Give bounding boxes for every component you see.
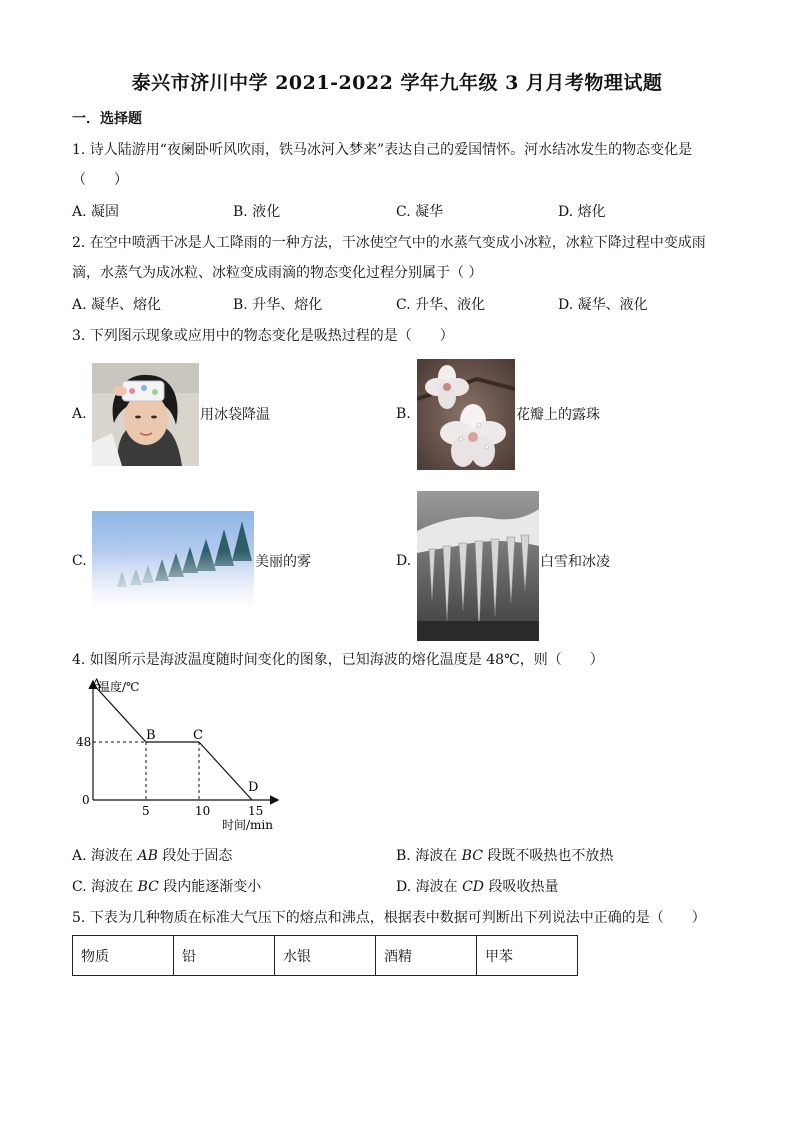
q4-option-b[interactable] (396, 846, 613, 866)
table-cell: 铅 (174, 936, 275, 976)
q3-option-d-caption: 白雪和冰凌 (540, 554, 610, 570)
question-1-text: 1. 诗人陆游用“夜阑卧听风吹雨，铁马冰河入梦来”表达自己的爱国情怀。河水结冰发生的物态变化是 (72, 142, 693, 158)
point-label-C: C (193, 728, 203, 743)
q4-option-a[interactable] (72, 846, 232, 866)
q3-option-b-caption: 花瓣上的露珠 (516, 407, 600, 423)
y-tick-label-48: 48 (76, 735, 92, 749)
q1-option-b[interactable]: B. 液化 (233, 204, 281, 220)
ice-pack-photo[interactable] (92, 363, 199, 466)
question-1-bracket: （ ） (72, 172, 128, 188)
q1-option-a[interactable]: A. 凝固 (72, 204, 120, 220)
q4-option-d-pre: D. 海波在 (396, 879, 463, 895)
q4-option-c-post: 段内能逐渐变小 (158, 879, 262, 895)
q2-option-d[interactable]: D. 凝华、液化 (558, 297, 648, 313)
q4-option-c-seg: BC (137, 879, 159, 895)
table-cell: 水银 (275, 936, 376, 976)
q3-option-a-caption: 用冰袋降温 (200, 407, 270, 423)
substance-table (72, 935, 578, 976)
q4-option-a-pre: A. 海波在 (72, 848, 138, 864)
point-label-A: A (92, 677, 102, 692)
table-cell: 物质 (73, 936, 174, 976)
table-cell: 酒精 (376, 936, 477, 976)
q4-option-b-seg: BC (461, 848, 483, 864)
q3-option-a-letter[interactable]: A. (72, 406, 87, 422)
q4-option-b-pre: B. 海波在 (396, 848, 462, 864)
q4-option-d[interactable] (396, 877, 558, 897)
x-axis-label: 时间/min (222, 818, 273, 832)
petal-dew-photo[interactable] (417, 359, 515, 470)
q3-option-c-letter[interactable]: C. (72, 553, 87, 569)
point-label-D: D (248, 780, 259, 795)
q1-option-c[interactable]: C. 凝华 (396, 204, 444, 220)
q4-option-d-seg: CD (462, 879, 485, 895)
q2-option-c[interactable]: C. 升华、液化 (396, 297, 486, 313)
fog-photo[interactable] (92, 511, 254, 607)
series-segment-CD (199, 742, 252, 800)
question-2-text: 2. 在空中喷洒干冰是人工降雨的一种方法，干冰使空气中的水蒸气变成小冰粒，冰粒下降过程中变成雨 (72, 235, 706, 251)
x-tick-label-15: 15 (248, 804, 264, 818)
q4-option-b-post: 段既不吸热也不放热 (482, 848, 614, 864)
question-3-text: 3. 下列图示现象或应用中的物态变化是吸热过程的是（ ） (72, 328, 454, 344)
table-cell: 甲苯 (477, 936, 578, 976)
point-label-B: B (146, 728, 156, 743)
x-tick-label-5: 5 (142, 804, 150, 818)
table-row (73, 936, 578, 976)
q3-option-b-letter[interactable]: B. (396, 406, 411, 422)
page-title: 泰兴市济川中学 2021-2022 学年九年级 3 月月考物理试题 (131, 72, 663, 94)
temperature-time-chart (72, 676, 292, 836)
q1-option-d[interactable]: D. 熔化 (558, 204, 606, 220)
q2-option-a[interactable]: A. 凝华、熔化 (72, 297, 162, 313)
q3-option-c-caption: 美丽的雾 (255, 554, 311, 570)
y-axis-label: 温度/℃ (98, 680, 140, 694)
q3-option-d-letter[interactable]: D. (396, 553, 412, 569)
question-2-text-cont: 滴，水蒸气为成冰粒、冰粒变成雨滴的物态变化过程分别属于（ ） (72, 265, 483, 281)
section-heading: 一．选择题 (72, 111, 142, 127)
question-5-text: 5. 下表为几种物质在标准大气压下的熔点和沸点，根据表中数据可判断出下列说法中正确的是（ ） (72, 910, 706, 926)
q4-option-c-pre: C. 海波在 (72, 879, 138, 895)
question-4-text: 4. 如图所示是海波温度随时间变化的图象，已知海波的熔化温度是 48℃，则（ ） (72, 652, 604, 668)
origin-label: 0 (82, 793, 90, 807)
q4-option-a-post: 段处于固态 (157, 848, 233, 864)
q2-option-b[interactable]: B. 升华、熔化 (233, 297, 323, 313)
q4-option-c[interactable] (72, 877, 261, 897)
x-tick-label-10: 10 (195, 804, 211, 818)
q4-option-a-seg: AB (137, 848, 158, 864)
q4-option-d-post: 段吸收热量 (484, 879, 559, 895)
icicles-photo[interactable] (417, 491, 539, 641)
